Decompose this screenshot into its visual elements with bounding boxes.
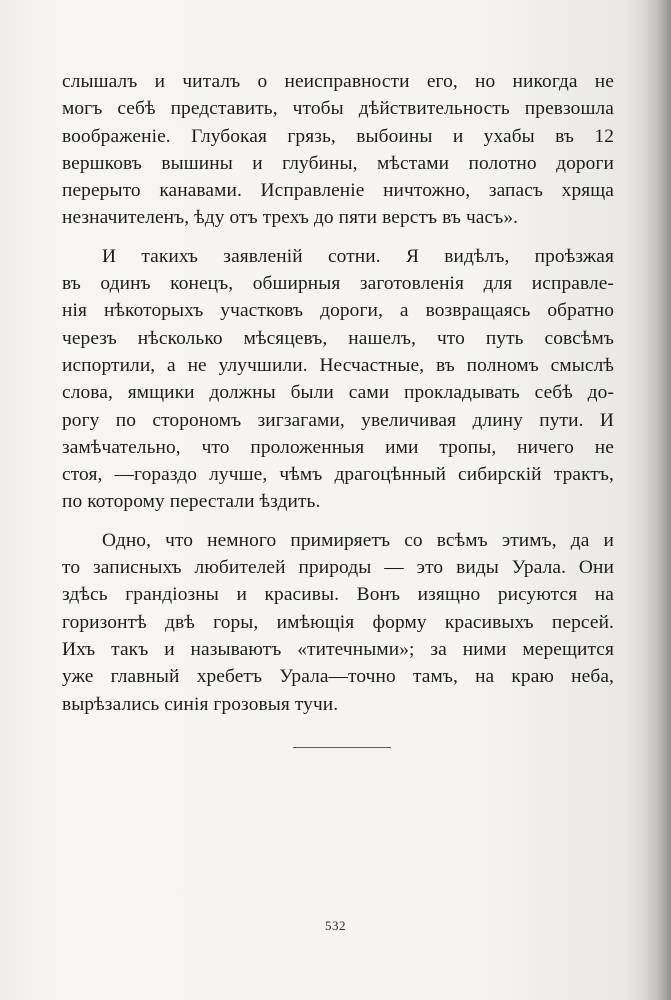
text-line: вершковъ вышины и глубины, мѣстами полотно дороги xyxy=(62,152,614,174)
text-line: въ одинъ конецъ, обширныя заготовленія для исправле- xyxy=(62,273,614,295)
paragraph-3 xyxy=(62,527,614,718)
paragraph-1 xyxy=(62,68,614,232)
page-edge-shadow xyxy=(641,0,671,1000)
text-line: Ихъ такъ и называютъ «титечными»; за ними мерещится xyxy=(62,638,614,660)
text-line: стоя, —гораздо лучше, чѣмъ драгоцѣнный сибирскій трактъ, xyxy=(62,464,614,486)
text-line: по которому перестали ѣздить. xyxy=(62,491,321,513)
text-line: перерыто канавами. Исправленіе ничтожно, запасъ хряща xyxy=(62,180,614,202)
text-line: рогу по сторономъ зигзагами, увеличивая длину пути. И xyxy=(62,409,614,431)
text-line: Одно, что немного примиряетъ со всѣмъ этимъ, да и xyxy=(102,529,614,551)
page-number: 532 xyxy=(325,918,346,933)
text-line: здѣсь грандіозны и красивы. Вонъ изящно рисуются на xyxy=(62,584,614,606)
text-line: слова, ямщики должны были сами прокладывать себѣ до- xyxy=(62,382,614,404)
text-line: вырѣзались синія грозовыя тучи. xyxy=(62,693,339,715)
text-line: могъ себѣ представить, чтобы дѣйствительность превзошла xyxy=(62,98,614,120)
text-line: то записныхъ любителей природы — это виды Урала. Они xyxy=(62,557,614,579)
text-line: черезъ нѣсколько мѣсяцевъ, нашелъ, что путь совсѣмъ xyxy=(62,327,614,349)
text-line: незначителенъ, ѣду отъ трехъ до пяти верстъ въ часъ». xyxy=(62,207,519,229)
text-line: испортили, а не улучшили. Несчастные, въ полномъ смыслѣ xyxy=(62,354,614,376)
text-line: горизонтѣ двѣ горы, имѣющія форму красивыхъ персей. xyxy=(62,611,614,633)
page-body-text xyxy=(62,68,614,718)
text-line: замѣчательно, что проложенныя ими тропы, ничего не xyxy=(62,436,614,458)
text-line: И такихъ заявленій сотни. Я видѣлъ, проѣзжая xyxy=(102,245,614,267)
text-line: воображеніе. Глубокая грязь, выбоины и ухабы въ 12 xyxy=(62,125,614,147)
section-divider xyxy=(293,747,391,748)
paragraph-2 xyxy=(62,243,614,516)
text-line: нія нѣкоторыхъ участковъ дороги, а возвращаясь обратно xyxy=(62,300,614,322)
text-line: слышалъ и читалъ о неисправности его, но никогда не xyxy=(62,71,614,92)
text-line: уже главный хребетъ Урала—точно тамъ, на краю неба, xyxy=(62,666,614,688)
